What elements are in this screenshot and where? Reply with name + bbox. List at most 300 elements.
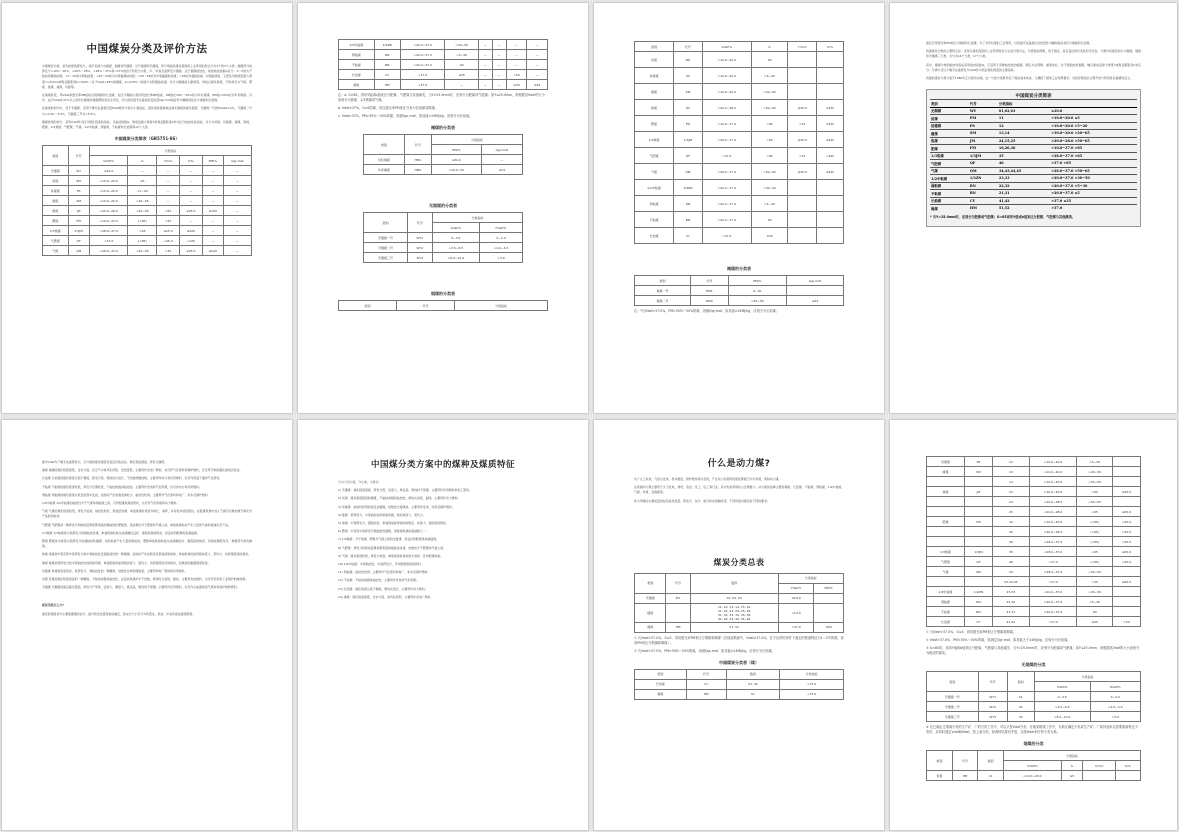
table-cell: >50 bbox=[1112, 617, 1140, 627]
paragraph: 气煤 气煤的煤化程度较低，挥发分较高，粘结性较好，胶质层较厚，单独炼焦时焦炭多细长、易碎，并有较多的纵裂纹。在配煤炼焦中加入气煤可以增加煤气和化学产品的回收率。 bbox=[42, 509, 252, 519]
table-cell: — bbox=[157, 176, 180, 186]
table-caption: 无烟煤的分类表 bbox=[429, 203, 457, 208]
table-cell: HM2 bbox=[404, 165, 431, 175]
table-cell: — bbox=[202, 196, 223, 206]
table-cell: >85 bbox=[751, 116, 787, 132]
lignite-table bbox=[363, 134, 523, 175]
table-caption: 烟煤的分类表 bbox=[431, 291, 455, 296]
table-cell: WY3 bbox=[978, 712, 1007, 722]
classification-table-continued bbox=[338, 39, 548, 90]
paragraph: 13) 长焰煤：煤化程度仅高于褐煤，燃烧火焰长，主要用作动力燃料。 bbox=[338, 586, 428, 591]
table-cell bbox=[927, 507, 965, 517]
table-cell: ≤10.0 bbox=[1050, 107, 1137, 115]
table-cell: >28.0~37.0 >50~65 bbox=[1050, 167, 1137, 175]
table-row bbox=[339, 80, 548, 90]
table-cell: HM bbox=[374, 80, 400, 90]
paragraph: 10) 1/2中粘煤：中等粘结性，中高挥发分，可作配煤炼焦的原料。 bbox=[338, 562, 424, 567]
table-cell: 无烟煤二号 bbox=[364, 243, 408, 253]
table-row bbox=[927, 567, 1141, 577]
table-cell: JM bbox=[964, 487, 992, 497]
table-header: 分类指标 bbox=[780, 669, 844, 679]
table-cell: — bbox=[492, 80, 506, 90]
table-cell: 35 bbox=[998, 152, 1050, 160]
table-cell: >10.0~20.0 bbox=[1029, 487, 1077, 497]
table-cell: 13,14 bbox=[998, 130, 1050, 138]
bituminous-table-header bbox=[338, 300, 548, 311]
table-cell: >10.0~20.0 bbox=[89, 176, 128, 186]
table-cell bbox=[788, 84, 817, 100]
table-cell: — bbox=[506, 60, 527, 70]
table-row bbox=[927, 577, 1141, 587]
table-cell: 贫煤 bbox=[43, 176, 69, 186]
document-page-6 bbox=[298, 420, 588, 830]
table-note: ② Vdaf>37.0%，PM>30%～50%的煤，再测定Qgr,maf，如其值大于24MJ/kg，应划分为长焰煤。 bbox=[926, 638, 1071, 642]
table-row bbox=[930, 122, 1137, 130]
table-cell: 无烟煤一号 bbox=[364, 233, 408, 243]
table-row bbox=[930, 115, 1137, 123]
table-cell: HM bbox=[969, 205, 998, 212]
table-subheader: G bbox=[1061, 761, 1083, 771]
table-cell: BN bbox=[674, 212, 703, 228]
table-cell: (>85) bbox=[1077, 537, 1112, 547]
table-caption: 烟煤的分类 bbox=[1023, 741, 1044, 746]
table-cell: >3.0 bbox=[1090, 712, 1140, 722]
document-page-1 bbox=[2, 3, 292, 413]
table-header: 分类指标 bbox=[1034, 672, 1140, 682]
table-cell: — bbox=[202, 166, 223, 176]
table-cell: 34 bbox=[992, 567, 1029, 577]
paragraph: 我国煤炭分类的主要特点是：采用以煤化程度和工业利用特性为主的分类方法，分类指标简明，易于测定，具有良好的代表性和可比性。分类中将煤炭划分为褐煤、烟煤和无烟煤三大类，共分为14个大类，17个小类。 bbox=[926, 49, 1141, 59]
paragraph: 我国的煤炭分类方案于1986年正式颁布实施。这一分类方案既考虑了煤的基本性质，又兼顾了煤的工业利用要求，对指导煤炭的合理开发与利用具有重要的意义。 bbox=[926, 76, 1133, 81]
table-cell: 肥煤 bbox=[635, 116, 674, 132]
paragraph: 焦煤 焦煤是中等及低中等挥发分的中等粘结性及强粘结性的一种烟煤。加热时产生热稳定性很高的胶质体，单独炼焦时能得到块度大、裂纹少、抗碎强度高的焦炭。 bbox=[42, 552, 252, 557]
table-cell: CY bbox=[674, 228, 703, 244]
table-cell: — bbox=[506, 40, 527, 50]
table-cell: >37.0 bbox=[1029, 577, 1077, 587]
table-subheader: Y/mm bbox=[1083, 761, 1116, 771]
table-row bbox=[635, 52, 844, 68]
table-cell: >35 bbox=[1077, 577, 1112, 587]
paragraph: 贫煤 贫煤是煤化程度最高的一种烟煤，不粘结或微具粘结性，在层状炼焦炉中不结焦，燃烧时火焰短，耐烧。主要是发电燃料，也可作民用和工业锅炉的掺烧煤。 bbox=[42, 577, 249, 582]
table-cell: QF bbox=[969, 160, 998, 168]
table-cell: 褐煤一号 bbox=[635, 286, 691, 296]
table-cell: >25.0 bbox=[1112, 557, 1140, 567]
table-cell: (>85) bbox=[1077, 527, 1112, 537]
page-title: 中国煤分类方案中的煤种及煤质特征 bbox=[370, 460, 515, 470]
table-cell: — bbox=[223, 196, 251, 206]
table-cell bbox=[1083, 771, 1116, 781]
table-row bbox=[43, 216, 252, 226]
table-cell bbox=[964, 477, 992, 487]
table-cell: RN bbox=[964, 597, 992, 607]
table-cell: 46 bbox=[998, 160, 1050, 168]
anthracite-table bbox=[363, 212, 523, 263]
table-cell: >20~65 bbox=[751, 84, 787, 100]
anthracite-subclass-table bbox=[926, 671, 1141, 722]
table-cell: ≤220 bbox=[202, 246, 223, 256]
table-cell: ≤25.0 bbox=[788, 164, 817, 180]
table-row bbox=[930, 190, 1137, 198]
table-cell: 23,33 bbox=[998, 175, 1050, 183]
table-cell: 褐煤二号 bbox=[635, 296, 691, 306]
table-cell: (>85) bbox=[128, 216, 157, 226]
table-cell: WY bbox=[666, 593, 690, 603]
paragraph: 气肥煤 气肥煤是一种挥发分和胶质层厚度都很高的强粘结性肥煤类，其结焦性介于肥煤和气煤之间，单独炼焦时能产生大量的气体和液体化学产品。 bbox=[42, 522, 231, 527]
table-row bbox=[927, 607, 1141, 617]
table-row bbox=[339, 40, 548, 50]
summary-table bbox=[634, 573, 844, 633]
table-cell: 长焰煤 bbox=[927, 617, 965, 627]
table-row bbox=[43, 196, 252, 206]
table-note: ③ G>85时，再用Y值和b值来区分肥煤、气肥煤与其他煤类，当Y>25.0mm时，应划分为肥煤或气肥煤；如Y≤25.0mm，则根据其Vdaf的大小而划分为相应的煤类。 bbox=[926, 646, 1140, 655]
paragraph: 1/2中粘煤 1/2中粘煤的粘结性介于气煤和弱粘煤之间，可作配煤炼焦的原料，也可作气化用煤和动力燃料。 bbox=[42, 501, 180, 506]
table-cell: 1/2中粘煤 bbox=[339, 40, 375, 50]
table-cell: >20.0~28.0 bbox=[1029, 507, 1077, 517]
table-subheader: Hdaf/% bbox=[1090, 682, 1140, 692]
table-row bbox=[930, 107, 1137, 115]
paragraph: 煤中Vdaf为干燥无灰基挥发分，它与煤的煤化程度有着密切的关系。煤化程度越高，挥发分越低。 bbox=[42, 460, 168, 464]
table-cell: 0~30 bbox=[728, 286, 786, 296]
table-cell: >28.0~37.0 bbox=[1029, 547, 1077, 557]
paragraph: 无烟煤 无烟煤的固定碳含量高，挥发分产率低，密度大，硬度大，燃点高，燃烧时不冒烟。主要用作民用燃料，也可作合成氨的造气原料和高炉喷吹燃料。 bbox=[42, 585, 240, 590]
table-cell: 贫煤 bbox=[635, 52, 674, 68]
table-cell: FM bbox=[969, 145, 998, 153]
table-row bbox=[927, 497, 1141, 507]
table-cell: QM bbox=[68, 246, 89, 256]
table-cell: ≤25.0 bbox=[1112, 577, 1140, 587]
table-row bbox=[635, 84, 844, 100]
table-subheader: Vdaf/% bbox=[778, 583, 814, 593]
table-cell: ≤25.0 bbox=[179, 206, 202, 216]
table-cell: — bbox=[202, 226, 223, 236]
table-cell: 1/2中粘煤 bbox=[930, 175, 969, 183]
table-caption: 褐煤的分类表 bbox=[727, 266, 751, 271]
table-header: Y/mm bbox=[788, 42, 817, 52]
table-cell: >5~30 bbox=[445, 50, 478, 60]
table-cell: >10.0~20.0 bbox=[1004, 771, 1061, 781]
table-row bbox=[930, 130, 1137, 138]
table-cell: PS bbox=[674, 68, 703, 84]
table-row bbox=[930, 175, 1137, 183]
table-cell: 0~3.5 bbox=[1034, 692, 1090, 702]
table-subheader: Vdaf/% bbox=[89, 156, 128, 166]
table-row bbox=[43, 176, 252, 186]
table-cell: 0~2.0 bbox=[1090, 692, 1140, 702]
table-cell: 气煤 bbox=[927, 567, 965, 577]
table-row bbox=[927, 467, 1141, 477]
table-row bbox=[635, 679, 844, 689]
table-cell bbox=[964, 507, 992, 517]
paragraph: 弱粘煤 弱粘煤的煤化程度从低变质到中变质，加热时产生的胶质体较少，粘结性较弱。主要用作气化原料和电厂、机车及锅炉燃料。 bbox=[42, 492, 211, 497]
table-header: 分类指标 bbox=[1004, 751, 1141, 761]
table-cell: ≤10.0 bbox=[89, 166, 128, 176]
table-header: Qgr,maf bbox=[787, 276, 844, 286]
table-cell bbox=[817, 196, 844, 212]
table-cell: 气肥煤 bbox=[927, 557, 965, 567]
table-cell: 长焰煤 bbox=[635, 679, 687, 689]
table-cell: >6.5~10.0 bbox=[432, 253, 479, 263]
table-cell: 长焰煤 bbox=[635, 228, 674, 244]
table-cell: 瘦煤 bbox=[635, 84, 674, 100]
table-cell: >37.0 bbox=[702, 148, 751, 164]
table-cell: >28.0~37.0 bbox=[702, 132, 751, 148]
table-cell: CY bbox=[686, 679, 726, 689]
table-cell: >20.0~37.0 bbox=[400, 60, 445, 70]
table-row bbox=[927, 692, 1141, 702]
paragraph: 12) 不粘煤：不粘结或微具粘结性，主要用作发电和气化用煤。 bbox=[338, 578, 419, 583]
table-row bbox=[43, 236, 252, 246]
table-cell: >37.0 bbox=[400, 80, 445, 90]
table-header: 数码 bbox=[726, 669, 780, 679]
table-cell bbox=[817, 212, 844, 228]
table-row bbox=[927, 771, 1141, 781]
table-cell: 0~3.5 bbox=[432, 233, 479, 243]
table-subheader: Qgr,maf bbox=[481, 145, 522, 155]
paragraph: 在煤类的划分中，对于无烟煤，采用干燥无灰基氢含量Hdaf值作为划分小类指标，因其更能准确地反映无烟煤的煤化程度，无烟煤一号的Hdaf≤2.0%，无烟煤二号为>2.0%～3.0%，无烟煤三号为>3.0%。 bbox=[42, 106, 252, 116]
section-title: 煤炭分类总表 bbox=[713, 557, 765, 567]
table-header: 代号 bbox=[68, 146, 89, 166]
table-cell: 15 bbox=[992, 487, 1029, 497]
table-row bbox=[364, 165, 523, 175]
table-cell: — bbox=[202, 186, 223, 196]
table-cell: — bbox=[527, 50, 548, 60]
table-subheader: PM/% bbox=[432, 145, 482, 155]
table-cell: ≤220 bbox=[817, 164, 844, 180]
table-cell bbox=[927, 497, 965, 507]
table-cell: 16 bbox=[992, 517, 1029, 527]
table-cell: — bbox=[202, 236, 223, 246]
table-cell: >220 bbox=[179, 236, 202, 246]
paragraph: 最后还用透光率PM来区分褐煤和长焰煤。为了对年轻煤的工业利用，以恒湿无灰基高位发热量作为辅助指标来区分褐煤和长焰煤。 bbox=[926, 41, 1093, 45]
table-cell: >37.0 bbox=[1029, 617, 1077, 627]
table-cell: >20.0~37.0 bbox=[1029, 597, 1077, 607]
table-cell bbox=[927, 527, 965, 537]
table-cell: 12 bbox=[998, 122, 1050, 130]
table-cell: RN bbox=[674, 196, 703, 212]
table-cell: >35 bbox=[157, 246, 180, 256]
table-cell: ≤25.0 bbox=[1112, 507, 1140, 517]
table-cell: ≤35 bbox=[1077, 617, 1112, 627]
table-cell: >25.0 bbox=[1112, 537, 1140, 547]
table-cell: 无烟煤一号 bbox=[927, 692, 979, 702]
table-cell: ≤24 bbox=[787, 296, 844, 306]
table-cell: 无烟煤 bbox=[635, 593, 666, 603]
table-cell: QM bbox=[969, 167, 998, 175]
table-cell: >20.0~28.0 bbox=[89, 206, 128, 216]
table-cell: JM bbox=[68, 206, 89, 216]
table-row bbox=[364, 155, 523, 165]
table-cell: 气肥煤 bbox=[635, 148, 674, 164]
table-cell: 气肥煤 bbox=[930, 160, 969, 168]
bituminous-detail-table bbox=[926, 456, 1141, 627]
table-cell: 贫瘦煤 bbox=[927, 457, 965, 467]
paragraph: 长焰煤 长焰煤的煤化程度仅高于褐煤，挥发分高，燃烧时火焰长，不结焦或微结焦。主要用作动力和民用燃料，也可作低温干馏和气化原料。 bbox=[42, 476, 223, 481]
table-cell: 01,02,03 bbox=[998, 107, 1050, 115]
table-cell: — bbox=[223, 246, 251, 256]
table-cell: >20~65 bbox=[128, 196, 157, 206]
table-caption: 中国煤炭分类简表（GB5751-86） bbox=[114, 136, 180, 142]
table-header: 数码 bbox=[978, 751, 1004, 771]
table-cell: 褐煤 bbox=[930, 205, 969, 212]
table-cell: >10.0~37.0 >85 bbox=[1050, 145, 1137, 153]
table-cell: >25 bbox=[788, 116, 817, 132]
table-cell: >28.0~37.0 bbox=[1029, 537, 1077, 547]
table-cell: 51,52 bbox=[998, 205, 1050, 212]
table-cell: 无烟煤 bbox=[930, 107, 969, 115]
table-cell: QM bbox=[674, 164, 703, 180]
table-cell: >37.0 bbox=[778, 622, 814, 632]
table-cell: ≤150 bbox=[202, 206, 223, 216]
table-cell: ≤5 bbox=[751, 212, 787, 228]
table-cell: SM bbox=[969, 130, 998, 138]
table-cell: >37.0 ≤35 bbox=[1050, 197, 1137, 205]
table-cell: 无烟煤二号 bbox=[927, 702, 979, 712]
table-cell bbox=[788, 180, 817, 196]
table-cell: 褐煤 bbox=[635, 689, 687, 699]
table-cell: PS bbox=[969, 122, 998, 130]
table-cell bbox=[1112, 567, 1140, 577]
table-cell: 35 bbox=[992, 547, 1029, 557]
table-header: 数码 bbox=[1007, 672, 1034, 692]
table-cell: 0~2.0 bbox=[480, 233, 523, 243]
paragraph: 贫瘦煤 贫瘦煤是高变质、低挥发分、弱粘结性的一种烟煤，结焦性比典型瘦煤差，主要用作电厂燃料和民用燃料。 bbox=[42, 568, 188, 573]
table-cell bbox=[788, 228, 817, 244]
table-cell: — bbox=[202, 176, 223, 186]
table-cell: 1/2ZN bbox=[964, 587, 992, 597]
table-header: 代号 bbox=[666, 573, 690, 593]
table-cell: >50~65 bbox=[1077, 497, 1112, 507]
document-page-3 bbox=[594, 3, 884, 413]
table-header: 数码 bbox=[690, 573, 778, 593]
table-cell: ≤24 bbox=[481, 165, 522, 175]
table-cell: >2.0~3.0 bbox=[1090, 702, 1140, 712]
table-row bbox=[635, 180, 844, 196]
table-header: 代号 bbox=[952, 751, 978, 771]
table-cell: >37.0 bbox=[780, 689, 844, 699]
table-cell: 焦煤 bbox=[930, 137, 969, 145]
document-page-8 bbox=[890, 420, 1177, 830]
table-cell bbox=[1112, 457, 1140, 467]
table-row bbox=[364, 233, 523, 243]
table-cell: QF bbox=[674, 148, 703, 164]
table-cell: >20.0~28.0 >50~65 bbox=[1050, 137, 1137, 145]
coal-types-description bbox=[2, 420, 292, 617]
table-cell: >10.0~20.0 bbox=[1029, 517, 1077, 527]
table-cell: 46 bbox=[992, 557, 1029, 567]
paragraph: 14) 褐煤：煤化程度最低，含水分高，易风化碎裂，主要用作发电厂燃料。 bbox=[338, 594, 434, 599]
table-cell: >50~65 bbox=[1077, 477, 1112, 487]
bituminous-subclass-table bbox=[926, 750, 1141, 781]
table-header: 分类指标 bbox=[432, 213, 522, 223]
table-cell: PM bbox=[952, 771, 978, 781]
table-cell: 1/3焦煤 bbox=[635, 132, 674, 148]
table-cell: >5~30 bbox=[1077, 597, 1112, 607]
table-cell: CY bbox=[964, 617, 992, 627]
table-cell: 焦煤 bbox=[635, 100, 674, 116]
paragraph: 瘦煤 瘦煤是低挥发分的中等粘结性的炼焦用煤，单独炼焦时能得到块度大、裂纹少、抗碎强度较好的焦炭，但焦炭的耐磨强度较差。 bbox=[42, 560, 211, 565]
table-cell bbox=[817, 52, 844, 68]
table-header: 分类指标 bbox=[432, 135, 523, 145]
table-header: 类别 bbox=[927, 672, 979, 692]
table-header: 代号 bbox=[969, 100, 998, 108]
table-cell: >3.0 bbox=[480, 253, 523, 263]
table-header: 类别 bbox=[43, 146, 69, 166]
table-cell: ≤25.0 bbox=[788, 132, 817, 148]
table-header: PM/% bbox=[728, 276, 786, 286]
table-row bbox=[339, 50, 548, 60]
table-cell: 16,26,36 bbox=[998, 145, 1050, 153]
table-cell: RN bbox=[374, 50, 400, 60]
table-note: ② 凡Vdaf>37.0%，PM>30%～50%的煤，再测Qgr,maf，如其值>24MJ/kg，应划分为长焰煤。 bbox=[634, 648, 775, 653]
paragraph: 从广义上来讲，凡是以发电、机车推进、锅炉燃烧等为目的，产生动力而使用的煤炭都属于动力用煤，简称动力煤。 bbox=[634, 477, 782, 481]
scanned-note: * 当Y>25.0mm时，应划分为肥煤或气肥煤；G>85再用Y值或b值来区分肥煤、气肥煤与其他煤类。 bbox=[930, 214, 1075, 219]
scanned-table-image bbox=[926, 89, 1141, 227]
table-cell: >10.0~37.0 bbox=[702, 116, 751, 132]
table-cell: JM bbox=[969, 137, 998, 145]
classification-table bbox=[42, 145, 252, 256]
table-header: 类别 bbox=[930, 100, 969, 108]
table-header: 代号 bbox=[404, 135, 431, 155]
table-header: 类别 bbox=[927, 751, 953, 771]
table-cell bbox=[1115, 771, 1140, 781]
table-cell: 02 bbox=[1007, 702, 1034, 712]
paragraph: 褐煤 褐煤的煤化程度最低，含水分高，在空气中易风化碎裂，发热量低。主要用作发电厂燃料，也可作气化原料和锅炉燃料，还可用于制造磺化煤或活性炭。 bbox=[42, 468, 243, 473]
lignite-subclass-table bbox=[634, 275, 844, 306]
table-cell: HM1 bbox=[691, 286, 729, 296]
table-cell: — bbox=[492, 50, 506, 60]
table-row bbox=[927, 517, 1141, 527]
table-cell: 22,32 bbox=[992, 597, 1029, 607]
table-cell bbox=[788, 68, 817, 84]
table-cell: PM bbox=[674, 52, 703, 68]
table-cell: >28.0~37.0 bbox=[89, 226, 128, 236]
table-cell: 01 bbox=[1007, 692, 1034, 702]
table-cell: 25 bbox=[992, 507, 1029, 517]
table-cell: >28.0~37.0 >65 bbox=[1050, 152, 1137, 160]
table-cell: — bbox=[527, 70, 548, 80]
paragraph: 其中，烟煤分类的粘结性指标采用粘结指数G，它适用于各种粘结性的烟煤，测定方法简便，重现性好。对于强粘结性烟煤，辅以胶质层最大厚度Y或奥亚膨胀度b来区分。分类中还以干燥无灰基挥发分Vdaf作为表征煤化程度的主要指标。 bbox=[926, 62, 1141, 72]
table-cell: 1/3JM bbox=[969, 152, 998, 160]
table-cell: RN bbox=[969, 182, 998, 190]
table-cell: ≤5 bbox=[1077, 607, 1112, 617]
table-cell: 年老褐煤 bbox=[364, 165, 405, 175]
table-cell: 1/3焦煤 bbox=[927, 547, 965, 557]
table-cell: 11 bbox=[998, 115, 1050, 123]
table-row bbox=[43, 166, 252, 176]
table-cell: 焦煤 bbox=[43, 206, 69, 216]
table-cell: 41,42 bbox=[992, 617, 1029, 627]
table-cell bbox=[788, 52, 817, 68]
table-header: 代号 bbox=[686, 669, 726, 679]
table-cell: 36 bbox=[992, 537, 1029, 547]
table-cell: >50~65 bbox=[751, 164, 787, 180]
paragraph: 煤炭的等级划分主要根据煤的灰分、硫分和发热量等指标确定，按灰分大小可分为特低灰、低灰、中灰和高灰煤等级别。 bbox=[42, 611, 196, 616]
table-cell: WY2 bbox=[978, 702, 1007, 712]
table-row bbox=[364, 243, 523, 253]
table-cell: 01, 02, 03 bbox=[690, 593, 778, 603]
table-cell: >10.0~20.0 bbox=[89, 186, 128, 196]
table-cell: 21,31 bbox=[992, 607, 1029, 617]
table-row bbox=[635, 286, 844, 296]
table-cell: 贫煤 bbox=[930, 115, 969, 123]
table-cell bbox=[814, 593, 844, 603]
table-cell bbox=[814, 603, 844, 622]
table-cell: >28.0~37.0 bbox=[1029, 567, 1077, 577]
paragraph: 4) 瘦煤：低挥发分、中等粘结性的炼焦用煤，焦炭块度大、裂纹少。 bbox=[338, 512, 426, 517]
table-cell: 21,31 bbox=[998, 190, 1050, 198]
bituminous-table bbox=[634, 41, 844, 244]
table-cell: 34,43,44,45 bbox=[998, 167, 1050, 175]
